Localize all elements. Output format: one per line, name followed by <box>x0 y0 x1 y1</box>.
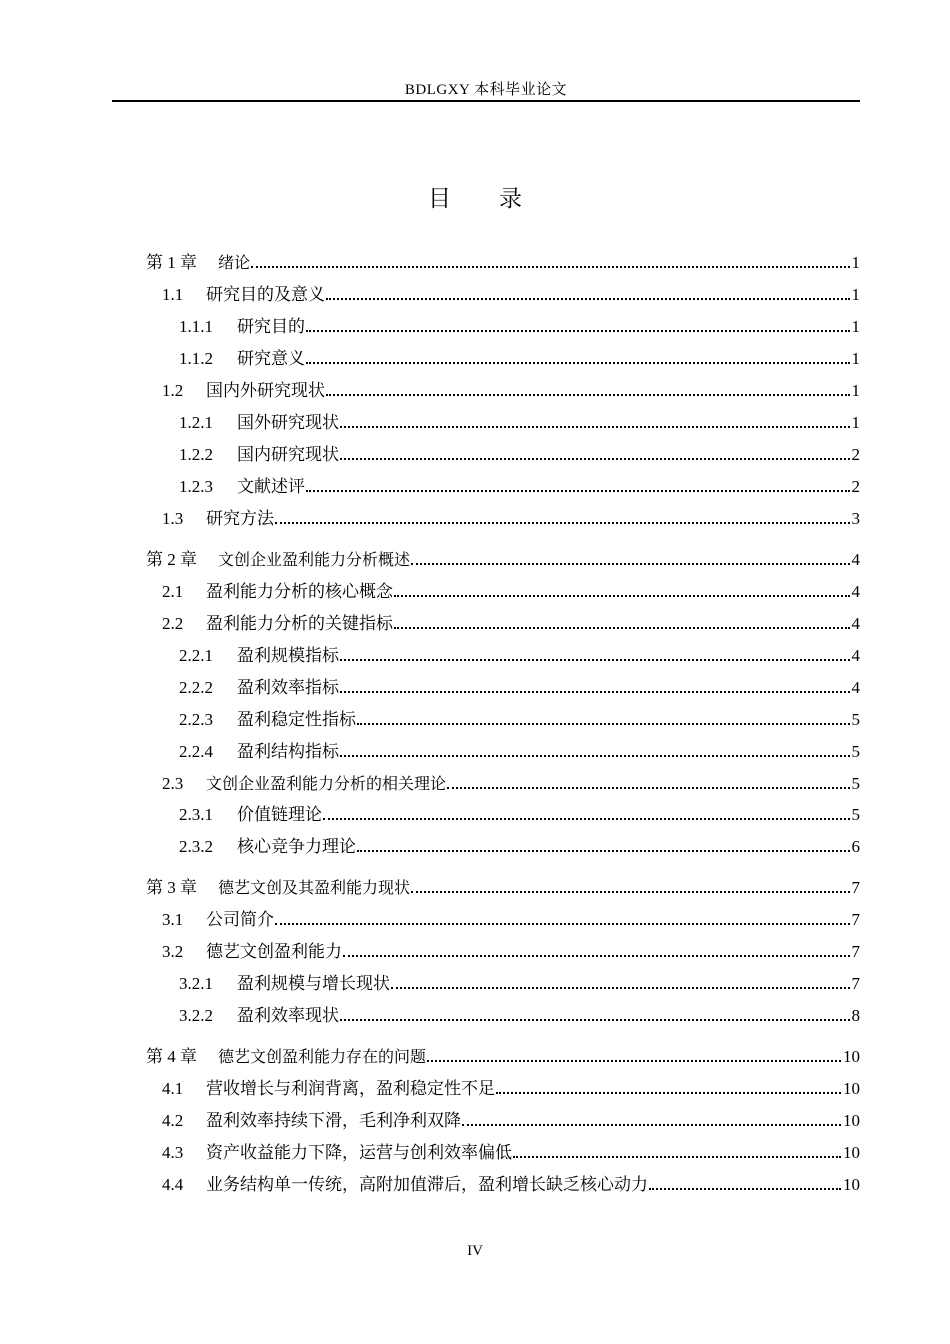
toc-number: 2.3.1 <box>179 805 213 824</box>
toc-title: 德艺文创盈利能力 <box>206 942 342 961</box>
toc-page: 7 <box>851 974 860 993</box>
toc-section[interactable] <box>162 608 860 634</box>
toc-section[interactable] <box>162 279 860 305</box>
toc-number: 4.1 <box>162 1079 184 1098</box>
toc-page: 1 <box>851 253 860 272</box>
toc-section[interactable] <box>162 936 860 962</box>
dot-leader <box>394 594 850 597</box>
toc-title: 盈利效率现状 <box>237 1006 339 1025</box>
toc-title: 价值链理论 <box>237 805 322 824</box>
toc-number: 2.2.3 <box>179 710 213 729</box>
toc-title: 盈利稳定性指标 <box>237 710 356 729</box>
toc-section[interactable] <box>162 904 860 930</box>
toc-page: 1 <box>851 381 860 400</box>
toc-number: 2.3.2 <box>179 837 213 856</box>
toc-subsection[interactable] <box>179 311 860 337</box>
toc-title: 盈利规模与增长现状 <box>237 974 390 993</box>
toc-number: 3.1 <box>162 910 184 929</box>
toc-page: 7 <box>851 878 860 897</box>
toc-number: 3.2 <box>162 942 184 961</box>
toc-section[interactable] <box>162 375 860 401</box>
dot-leader <box>427 1059 841 1062</box>
toc-page: 4 <box>851 614 860 633</box>
toc-page: 4 <box>851 550 860 569</box>
toc-number: 2.2.1 <box>179 646 213 665</box>
toc-number: 1.2.3 <box>179 477 213 496</box>
dot-leader <box>462 1123 841 1126</box>
toc-subsection[interactable] <box>179 343 860 369</box>
toc-title: 德艺文创及其盈利能力现状 <box>218 878 411 897</box>
dot-leader <box>340 425 850 428</box>
toc-title: 文创企业盈利能力分析概述 <box>218 550 411 569</box>
dot-leader <box>496 1091 841 1094</box>
toc-page: 2 <box>851 445 860 464</box>
dot-leader <box>411 562 849 565</box>
dot-leader <box>275 922 850 925</box>
dot-leader <box>649 1187 841 1190</box>
dot-leader <box>326 393 850 396</box>
toc-page: 10 <box>843 1143 860 1162</box>
toc-subsection[interactable] <box>179 439 860 465</box>
toc-title: 研究目的 <box>237 317 305 336</box>
toc-subsection[interactable] <box>179 736 860 762</box>
dot-leader <box>411 890 849 893</box>
toc-title: 文献述评 <box>237 477 305 496</box>
toc-number: 1.1 <box>162 285 184 304</box>
toc-title: 资产收益能力下降，运营与创利效率偏低 <box>206 1143 512 1162</box>
toc-number: 2.2.4 <box>179 742 213 761</box>
toc-page: 3 <box>851 509 860 528</box>
toc-title: 研究目的及意义 <box>206 285 325 304</box>
toc-heading: 目录 <box>428 186 570 211</box>
dot-leader <box>357 722 850 725</box>
toc-section[interactable] <box>162 768 860 794</box>
toc-section[interactable] <box>162 503 860 529</box>
toc-page: 8 <box>851 1006 860 1025</box>
toc-subsection[interactable] <box>179 407 860 433</box>
toc-number: 2.2.2 <box>179 678 213 697</box>
toc-number: 第 2 章 <box>146 550 197 569</box>
toc-page: 10 <box>843 1111 860 1130</box>
toc-page: 10 <box>843 1175 860 1194</box>
dot-leader <box>340 457 850 460</box>
toc-section[interactable] <box>162 1073 860 1099</box>
toc-title: 研究方法 <box>206 509 274 528</box>
toc-number: 4.4 <box>162 1175 184 1194</box>
toc-title: 盈利能力分析的关键指标 <box>206 614 393 633</box>
toc-title: 研究意义 <box>237 349 305 368</box>
toc-page: 4 <box>851 582 860 601</box>
toc-title: 公司简介 <box>206 910 274 929</box>
toc-number: 3.2.2 <box>179 1006 213 1025</box>
toc-number: 2.2 <box>162 614 184 633</box>
toc-number: 1.1.2 <box>179 349 213 368</box>
dot-leader <box>275 521 850 524</box>
toc-page: 4 <box>851 646 860 665</box>
toc-chapter-3[interactable] <box>146 872 860 898</box>
toc-page: 1 <box>851 349 860 368</box>
toc-title: 盈利能力分析的核心概念 <box>206 582 393 601</box>
toc-chapter-1[interactable] <box>146 247 860 273</box>
dot-leader <box>343 954 850 957</box>
toc-title: 德艺文创盈利能力存在的问题 <box>218 1047 427 1066</box>
toc-title: 国外研究现状 <box>237 413 339 432</box>
toc-number: 1.1.1 <box>179 317 213 336</box>
dot-leader <box>306 361 850 364</box>
page-number: IV <box>467 1243 483 1259</box>
dot-leader <box>251 265 849 268</box>
toc-number: 1.2 <box>162 381 184 400</box>
toc-page: 7 <box>851 942 860 961</box>
toc-page: 5 <box>851 805 860 824</box>
toc-section[interactable] <box>162 1105 860 1131</box>
dot-leader <box>340 1018 850 1021</box>
toc-page: 5 <box>851 774 860 793</box>
toc-subsection[interactable] <box>179 968 860 994</box>
toc-title: 盈利效率持续下滑，毛利净利双降 <box>206 1111 461 1130</box>
dot-leader <box>340 690 850 693</box>
toc-subsection[interactable] <box>179 799 860 825</box>
dot-leader <box>394 626 850 629</box>
toc-number: 1.2.1 <box>179 413 213 432</box>
toc-page: 1 <box>851 317 860 336</box>
toc-subsection[interactable] <box>179 704 860 730</box>
toc-section[interactable] <box>162 576 860 602</box>
dot-leader <box>323 817 850 820</box>
toc-page: 10 <box>843 1047 860 1066</box>
toc-page: 10 <box>843 1079 860 1098</box>
dot-leader <box>340 658 850 661</box>
toc-number: 2.1 <box>162 582 184 601</box>
toc-number: 2.3 <box>162 774 184 793</box>
toc-page: 7 <box>851 910 860 929</box>
toc-subsection[interactable] <box>179 471 860 497</box>
toc-chapter-2[interactable] <box>146 544 860 570</box>
toc-page: 5 <box>851 742 860 761</box>
toc-number: 1.3 <box>162 509 184 528</box>
dot-leader <box>513 1155 841 1158</box>
dot-leader <box>357 849 850 852</box>
toc-subsection[interactable] <box>179 640 860 666</box>
toc-title: 业务结构单一传统，高附加值滞后，盈利增长缺乏核心动力 <box>206 1175 648 1194</box>
toc-page: 1 <box>851 413 860 432</box>
toc-number: 4.3 <box>162 1143 184 1162</box>
toc-title: 核心竞争力理论 <box>237 837 356 856</box>
toc-title: 盈利结构指标 <box>237 742 339 761</box>
dot-leader <box>391 986 850 989</box>
toc-title: 盈利规模指标 <box>237 646 339 665</box>
toc-page: 6 <box>851 837 860 856</box>
dot-leader <box>340 754 850 757</box>
toc-number: 4.2 <box>162 1111 184 1130</box>
toc-page: 2 <box>851 477 860 496</box>
toc-section[interactable] <box>162 1137 860 1163</box>
toc-number: 1.2.2 <box>179 445 213 464</box>
dot-leader <box>306 489 850 492</box>
toc-section[interactable] <box>162 1169 860 1195</box>
toc-number: 第 3 章 <box>146 878 197 897</box>
toc-title: 国内外研究现状 <box>206 381 325 400</box>
toc-title: 文创企业盈利能力分析的相关理论 <box>206 774 447 793</box>
toc-title: 盈利效率指标 <box>237 678 339 697</box>
toc-page: 4 <box>851 678 860 697</box>
toc-chapter-4[interactable] <box>146 1041 860 1067</box>
toc-title: 国内研究现状 <box>237 445 339 464</box>
toc-number: 第 1 章 <box>146 253 197 272</box>
toc-subsection[interactable] <box>179 831 860 857</box>
toc-subsection[interactable] <box>179 1000 860 1026</box>
toc-number: 3.2.1 <box>179 974 213 993</box>
toc-title: 营收增长与利润背离，盈利稳定性不足 <box>206 1079 495 1098</box>
toc-subsection[interactable] <box>179 672 860 698</box>
toc-page: 1 <box>851 285 860 304</box>
toc-number: 第 4 章 <box>146 1047 197 1066</box>
toc-title: 绪论 <box>218 253 251 272</box>
dot-leader <box>306 329 850 332</box>
dot-leader <box>326 297 850 300</box>
dot-leader <box>447 786 849 789</box>
running-header: BDLGXY 本科毕业论文 <box>404 82 568 98</box>
toc-page: 5 <box>851 710 860 729</box>
